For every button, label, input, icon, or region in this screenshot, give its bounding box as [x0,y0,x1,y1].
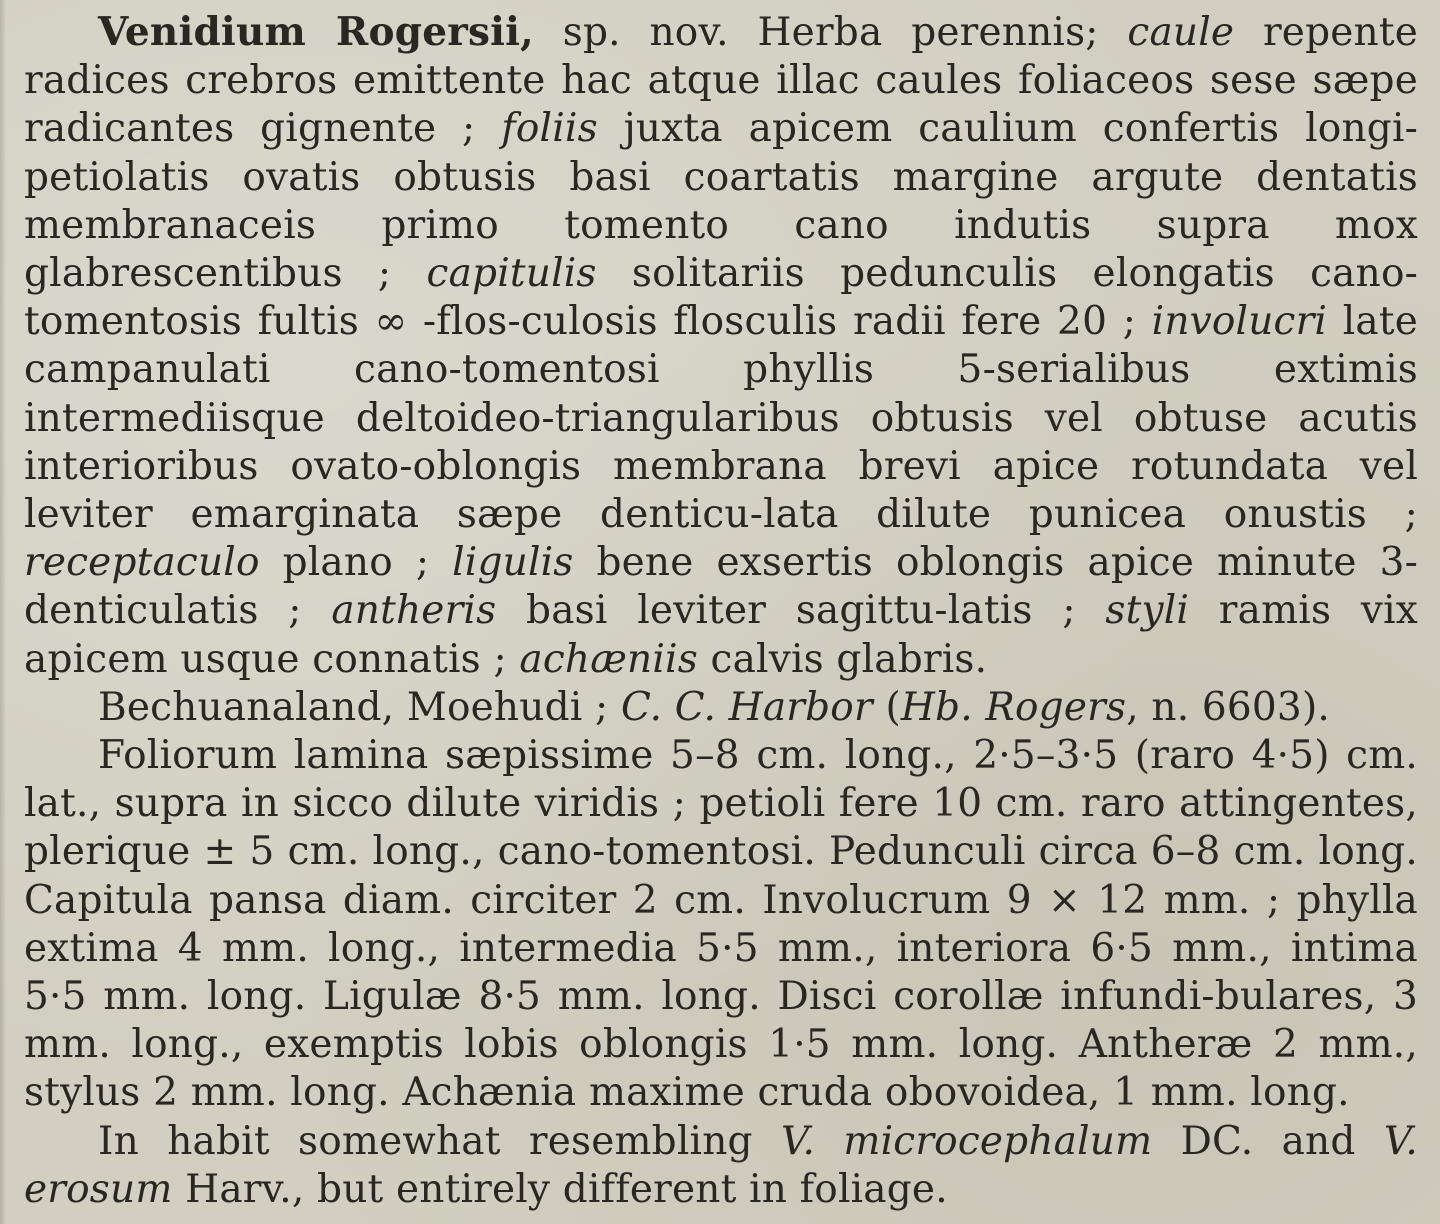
scan-edge-shadow [0,0,6,1224]
species-name: Venidium Rogersii, [98,9,534,55]
description-text: ramis vix apicem usque connatis ; [24,588,1418,682]
species-reference-1: V. microcephalum [780,1118,1153,1164]
remarks-text: DC. and [1152,1118,1384,1164]
description-text: plano ; [259,540,453,586]
term-receptaculo: receptaculo [24,540,260,586]
description-text: bene exsertis oblongis apice minute 3-denticulatis ; [24,540,1418,634]
locality-paragraph [24,684,1418,732]
description-text: sp. nov. Herba perennis; [533,10,1128,55]
term-achaeniis: achæniis [519,636,698,682]
document-body [24,8,1418,1214]
description-paragraph [24,8,1418,684]
remarks-text: In habit somewhat resembling [98,1118,781,1164]
description-text: calvis glabris. [697,636,988,682]
description-text: solitariis pedunculis elongatis cano-tomentosis fultis ∞ -flos-culosis flosculis radii fere 20 ; [24,251,1419,345]
remarks-paragraph [24,1118,1418,1214]
term-ligulis: ligulis [452,540,574,586]
locality-paren: ( [872,684,901,730]
description-text: basi leviter sagittu-latis ; [496,588,1106,634]
term-antheris: antheris [331,588,497,634]
description-text: late campanulati cano-tomentosi phyllis 5-serialibus extimis intermediisque deltoideo-triangularibus obtusis vel obtuse acutis interioribus ovato-oblongis membrana brevi apice rotundata vel leviter emarginata sæpe denticu-lata dilute punicea onustis ; [24,299,1418,538]
description-text: juxta apicem caulium confertis longi-petiolatis ovatis obtusis basi coartatis margine argute dentatis membranaceis primo tomento cano indutis supra mox glabrescentibus ; [24,106,1418,297]
description-text: repente radices crebros emittente hac atque illac caules foliaceos sese sæpe radicantes gignente ; [24,10,1419,152]
term-styli: styli [1105,588,1190,634]
remarks-text: Harv., but entirely different in foliage. [172,1166,948,1212]
collector-name: C. C. Harbor [620,684,873,730]
term-involucri: involucri [1151,299,1328,345]
measurements-paragraph [24,732,1418,1118]
locality-place: Bechuanaland, Moehudi ; [98,684,621,730]
herbarium-name: Hb. Rogers [900,684,1127,730]
species-reference-2: V. erosum [24,1118,1418,1212]
term-capitulis: capitulis [426,251,597,297]
term-caule: caule [1127,10,1235,55]
measurements-text: Foliorum lamina sæpissime 5–8 cm. long., 2·5–3·5 (raro 4·5) cm. lat., supra in sicco dilute viridis ; petioli fere 10 cm. raro attingentes, plerique ± 5 cm. long., cano-tomentosi. Pedunculi circa 6–8 cm. long. Capitula pansa diam. circiter 2 cm. Involucrum 9 × 12 mm. ; phylla extima 4 mm. long., intermedia 5·5 mm., interiora 6·5 mm., intima 5·5 mm. long. Ligulæ 8·5 mm. long. Disci corollæ infundi-bulares, 3 mm. long., exemptis lobis oblongis 1·5 mm. long. Antheræ 2 mm., stylus 2 mm. long. Achænia maxime cruda obovoidea, 1 mm. long. [24,733,1418,1116]
term-foliis: foliis [501,106,598,152]
specimen-number: , n. 6603). [1126,684,1330,730]
